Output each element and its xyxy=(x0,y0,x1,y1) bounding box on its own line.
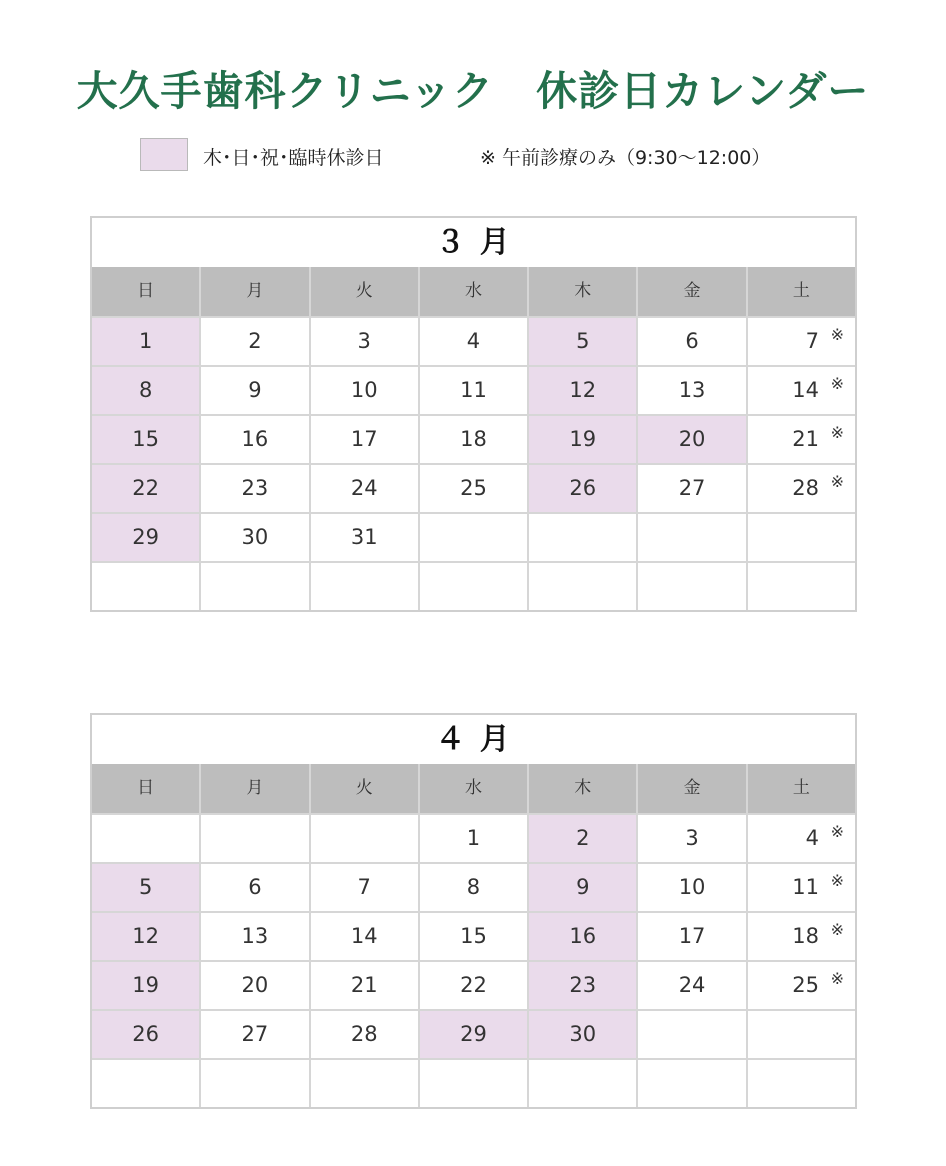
day-cell xyxy=(311,962,418,1009)
morning-only-mark: ※ xyxy=(830,423,844,442)
legend xyxy=(140,138,840,172)
day-number: 17 xyxy=(678,924,706,948)
legend-label-closed: 木･日･祝･臨時休診日 xyxy=(203,147,384,169)
day-cell-closed xyxy=(529,367,636,414)
day-number: 9 xyxy=(576,875,590,899)
day-cell-closed xyxy=(529,864,636,911)
empty-cell xyxy=(92,815,199,862)
day-number: 30 xyxy=(569,1022,597,1046)
day-cell xyxy=(311,864,418,911)
day-cell-closed xyxy=(92,864,199,911)
day-number: 29 xyxy=(132,525,159,549)
empty-cell xyxy=(92,1060,199,1107)
day-cell xyxy=(420,864,527,911)
day-number: 20 xyxy=(241,973,269,997)
day-cell-closed xyxy=(92,962,199,1009)
day-cell-closed xyxy=(529,962,636,1009)
day-number: 23 xyxy=(241,476,269,500)
weekday-header: 水 xyxy=(420,764,527,813)
day-number: 14 xyxy=(350,924,378,948)
empty-cell xyxy=(748,563,855,610)
day-cell-closed xyxy=(529,318,636,365)
day-cell-morning-only xyxy=(748,913,855,960)
day-number: 23 xyxy=(569,973,597,997)
day-cell xyxy=(311,1011,418,1058)
day-cell xyxy=(638,815,745,862)
day-cell-closed xyxy=(529,815,636,862)
day-cell xyxy=(201,913,308,960)
day-cell xyxy=(201,864,308,911)
day-cell xyxy=(201,514,308,561)
morning-only-mark: ※ xyxy=(830,969,844,988)
day-cell xyxy=(201,367,308,414)
weekday-header: 金 xyxy=(638,764,745,813)
day-cell xyxy=(638,864,745,911)
day-number: 6 xyxy=(248,875,262,899)
day-number: 2 xyxy=(576,826,590,850)
day-number: 16 xyxy=(569,924,597,948)
weekday-header: 水 xyxy=(420,267,527,316)
calendar-month-march xyxy=(90,216,857,612)
month-title: ４ 月 xyxy=(435,722,512,757)
empty-cell xyxy=(92,563,199,610)
weekday-header: 木 xyxy=(529,764,636,813)
day-cell xyxy=(311,416,418,463)
day-number: 9 xyxy=(248,378,262,402)
day-number: 13 xyxy=(678,378,706,402)
day-number: 4 xyxy=(466,329,481,353)
empty-cell xyxy=(201,1060,308,1107)
weekday-header: 木 xyxy=(529,267,636,316)
day-number: 25 xyxy=(792,973,819,997)
day-cell-closed xyxy=(529,465,636,512)
day-cell-morning-only xyxy=(748,815,855,862)
empty-cell xyxy=(529,514,636,561)
empty-cell xyxy=(420,1060,527,1107)
day-number: 16 xyxy=(241,427,269,451)
day-number: 25 xyxy=(460,476,487,500)
day-cell xyxy=(201,416,308,463)
day-number: 2 xyxy=(248,329,262,353)
day-cell xyxy=(420,962,527,1009)
day-cell xyxy=(420,416,527,463)
day-cell xyxy=(420,465,527,512)
day-number: 19 xyxy=(569,427,597,451)
day-number: 5 xyxy=(138,875,153,899)
weekday-header: 日 xyxy=(92,267,199,316)
day-cell-closed xyxy=(92,913,199,960)
day-number: 7 xyxy=(357,875,371,899)
day-cell xyxy=(420,913,527,960)
empty-cell xyxy=(420,563,527,610)
day-cell xyxy=(638,367,745,414)
calendar-grid xyxy=(92,267,855,610)
legend-note-morning-only: ※ 午前診療のみ（9:30〜12:00） xyxy=(480,147,771,169)
day-number: 8 xyxy=(138,378,153,402)
day-number: 8 xyxy=(466,875,481,899)
day-number: 10 xyxy=(678,875,706,899)
morning-only-mark: ※ xyxy=(830,472,844,491)
day-number: 12 xyxy=(132,924,159,948)
day-cell xyxy=(201,1011,308,1058)
calendar-grid xyxy=(92,764,855,1107)
day-number: 21 xyxy=(350,973,378,997)
day-number: 18 xyxy=(792,924,819,948)
day-cell xyxy=(311,318,418,365)
calendar-month-april xyxy=(90,713,857,1109)
empty-cell xyxy=(311,815,418,862)
day-number: 31 xyxy=(350,525,378,549)
day-number: 28 xyxy=(350,1022,378,1046)
empty-cell xyxy=(201,815,308,862)
day-number: 26 xyxy=(569,476,597,500)
empty-cell xyxy=(420,514,527,561)
day-cell xyxy=(311,465,418,512)
day-cell xyxy=(201,318,308,365)
day-number: 13 xyxy=(241,924,269,948)
page-title: 大久手歯科クリニック 休診日カレンダー xyxy=(76,67,870,115)
empty-cell xyxy=(638,514,745,561)
day-cell xyxy=(638,913,745,960)
morning-only-mark: ※ xyxy=(830,871,844,890)
day-number: 24 xyxy=(350,476,378,500)
day-number: 14 xyxy=(792,378,819,402)
weekday-header: 日 xyxy=(92,764,199,813)
day-number: 26 xyxy=(132,1022,159,1046)
day-number: 3 xyxy=(685,826,699,850)
day-number: 29 xyxy=(460,1022,487,1046)
day-number: 17 xyxy=(350,427,378,451)
day-number: 11 xyxy=(792,875,819,899)
empty-cell xyxy=(748,1060,855,1107)
day-cell xyxy=(201,465,308,512)
day-cell xyxy=(638,962,745,1009)
day-cell-closed xyxy=(420,1011,527,1058)
day-cell-morning-only xyxy=(748,416,855,463)
day-cell xyxy=(638,465,745,512)
empty-cell xyxy=(748,1011,855,1058)
empty-cell xyxy=(638,1011,745,1058)
day-cell-closed xyxy=(638,416,745,463)
legend-swatch-closed xyxy=(140,138,188,171)
day-number: 27 xyxy=(241,1022,269,1046)
weekday-header: 金 xyxy=(638,267,745,316)
month-title: ３ 月 xyxy=(435,225,512,260)
weekday-header: 土 xyxy=(748,764,855,813)
day-cell-morning-only xyxy=(748,962,855,1009)
weekday-header: 月 xyxy=(201,267,308,316)
day-number: 15 xyxy=(460,924,487,948)
day-cell-closed xyxy=(92,514,199,561)
day-number: 1 xyxy=(466,826,481,850)
day-cell xyxy=(311,514,418,561)
weekday-header: 火 xyxy=(311,267,418,316)
day-number: 10 xyxy=(350,378,378,402)
day-number: 30 xyxy=(241,525,269,549)
day-cell-closed xyxy=(529,1011,636,1058)
day-number: 15 xyxy=(132,427,159,451)
weekday-header: 土 xyxy=(748,267,855,316)
day-cell-closed xyxy=(92,416,199,463)
day-cell xyxy=(420,815,527,862)
day-cell-closed xyxy=(529,416,636,463)
day-number: 4 xyxy=(805,826,819,850)
day-cell xyxy=(201,962,308,1009)
day-cell-closed xyxy=(92,318,199,365)
day-number: 20 xyxy=(678,427,706,451)
empty-cell xyxy=(529,1060,636,1107)
empty-cell xyxy=(311,563,418,610)
day-cell-morning-only xyxy=(748,864,855,911)
morning-only-mark: ※ xyxy=(830,374,844,393)
day-cell xyxy=(638,318,745,365)
empty-cell xyxy=(748,514,855,561)
day-cell-morning-only xyxy=(748,367,855,414)
day-number: 1 xyxy=(138,329,153,353)
day-cell xyxy=(311,913,418,960)
day-number: 7 xyxy=(805,329,819,353)
morning-only-mark: ※ xyxy=(830,920,844,939)
day-number: 11 xyxy=(460,378,487,402)
day-cell-closed xyxy=(92,367,199,414)
day-cell-closed xyxy=(92,1011,199,1058)
day-cell-closed xyxy=(92,465,199,512)
day-cell-morning-only xyxy=(748,318,855,365)
empty-cell xyxy=(638,563,745,610)
day-cell-morning-only xyxy=(748,465,855,512)
day-number: 21 xyxy=(792,427,819,451)
day-number: 22 xyxy=(460,973,487,997)
day-number: 18 xyxy=(460,427,487,451)
weekday-header: 火 xyxy=(311,764,418,813)
day-number: 5 xyxy=(576,329,590,353)
day-cell-closed xyxy=(529,913,636,960)
empty-cell xyxy=(201,563,308,610)
morning-only-mark: ※ xyxy=(830,325,844,344)
day-number: 22 xyxy=(132,476,159,500)
day-number: 24 xyxy=(678,973,706,997)
empty-cell xyxy=(529,563,636,610)
day-number: 19 xyxy=(132,973,159,997)
day-cell xyxy=(420,318,527,365)
day-cell xyxy=(420,367,527,414)
weekday-header: 月 xyxy=(201,764,308,813)
day-number: 12 xyxy=(569,378,597,402)
day-number: 3 xyxy=(357,329,371,353)
empty-cell xyxy=(311,1060,418,1107)
day-number: 28 xyxy=(792,476,819,500)
day-number: 6 xyxy=(685,329,699,353)
day-cell xyxy=(311,367,418,414)
day-number: 27 xyxy=(678,476,706,500)
empty-cell xyxy=(638,1060,745,1107)
morning-only-mark: ※ xyxy=(830,822,844,841)
